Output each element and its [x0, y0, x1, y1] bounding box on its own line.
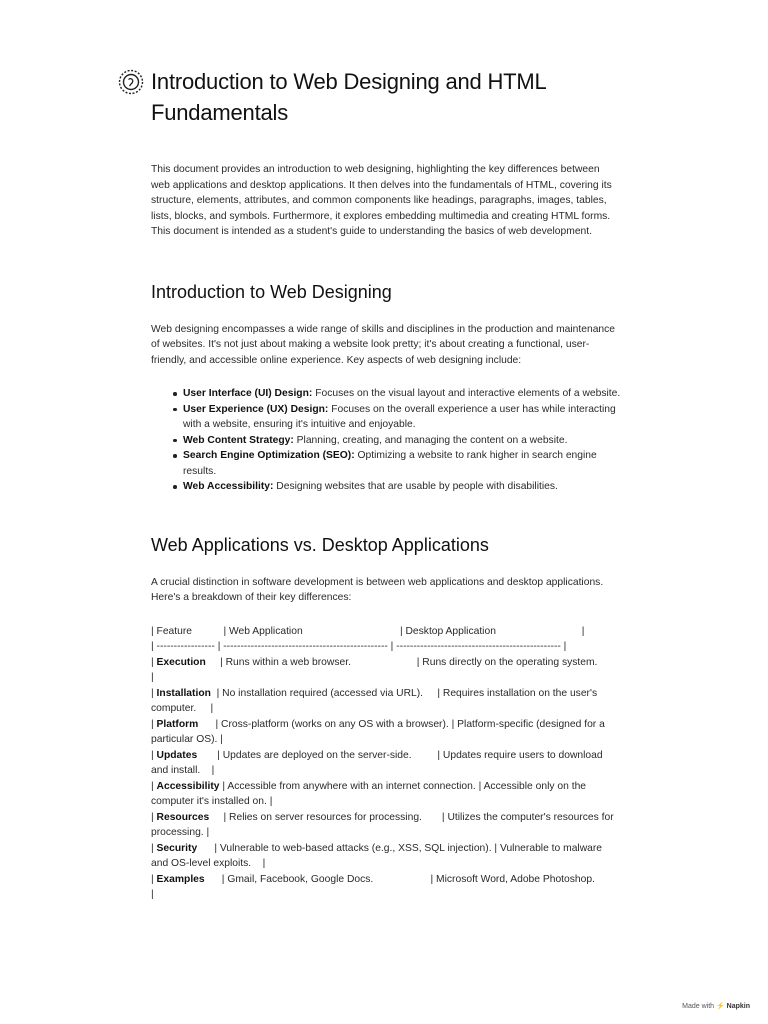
- intro-paragraph: This document provides an introduction to web designing, highlighting the key differences between web applications and desktop applications. It then delves into the fundamentals of HTML, covering its structure, elements, attributes, and common components like headings, paragraphs, images, tables, lists, blocks, and symbols. Furthermore, it explores embedding multimedia and creating HTML forms. This document is intended as a student's guide to understanding the basics of web development.: [151, 164, 612, 237]
- table-separator-line: | ----------------- | ------------------------------------------------ | ------------------------------------------------ |: [151, 641, 567, 652]
- document-body: [151, 66, 644, 903]
- table-row: | Examples | Gmail, Facebook, Google Docs. | Microsoft Word, Adobe Photoshop. |: [151, 873, 644, 900]
- table-row: | Platform | Cross-platform (works on any OS with a browser). | Platform-specific (designed for a particular OS). |: [151, 718, 608, 745]
- list-item: Web Accessibility: Designing websites that are usable by people with disabilities.: [183, 479, 621, 495]
- section-paragraph: Web designing encompasses a wide range of skills and disciplines in the production and maintenance of websites. It's not just about making a website look pretty; it's about creating a functional, user-friendly, and accessible online experience. Key aspects of web designing include:: [151, 323, 616, 366]
- web-design-aspects-list: [151, 386, 621, 495]
- section-heading-web-designing: Introduction to Web Designing: [151, 281, 392, 302]
- list-item: User Interface (UI) Design: Focuses on the visual layout and interactive elements of a website.: [183, 386, 621, 402]
- table-row: | Security | Vulnerable to web-based attacks (e.g., XSS, SQL injection). | Vulnerable to malware and OS-level exploits. |: [151, 842, 605, 869]
- made-with-label: Made with: [682, 1003, 715, 1010]
- table-row: | Updates | Updates are deployed on the server-side. | Updates require users to download and install. |: [151, 749, 606, 776]
- page-title: Introduction to Web Designing and HTML Fundamentals: [151, 69, 546, 125]
- napkin-logo-icon: [118, 69, 144, 95]
- list-item: User Experience (UX) Design: Focuses on the overall experience a user has while interacting with a website, ensuring it's intuitive and enjoyable.: [183, 402, 621, 433]
- made-with-footer: [682, 1002, 750, 1010]
- table-row: | Resources | Relies on server resources for processing. | Utilizes the computer's resources for processing. |: [151, 811, 617, 838]
- napkin-brand: Napkin: [726, 1003, 750, 1010]
- table-row: | Accessibility | Accessible from anywhere with an internet connection. | Accessible only on the computer it's installed on. |: [151, 780, 589, 807]
- list-item: Search Engine Optimization (SEO): Optimizing a website to rank higher in search engine results.: [183, 448, 621, 479]
- napkin-mark-icon: ⚡: [715, 1003, 725, 1010]
- markdown-table-text: [151, 624, 644, 903]
- section-heading-web-vs-desktop: Web Applications vs. Desktop Applications: [151, 534, 489, 555]
- table-row: | Execution | Runs within a web browser. | Runs directly on the operating system. |: [151, 656, 629, 683]
- list-item: Web Content Strategy: Planning, creating, and managing the content on a website.: [183, 433, 621, 449]
- table-row: | Installation | No installation required (accessed via URL). | Requires installation on the user's computer. |: [151, 687, 600, 714]
- table-header-line: | Feature | Web Application | Desktop Application |: [151, 625, 585, 637]
- section-paragraph: A crucial distinction in software development is between web applications and desktop applications. Here's a breakdown of their key differences:: [151, 576, 604, 603]
